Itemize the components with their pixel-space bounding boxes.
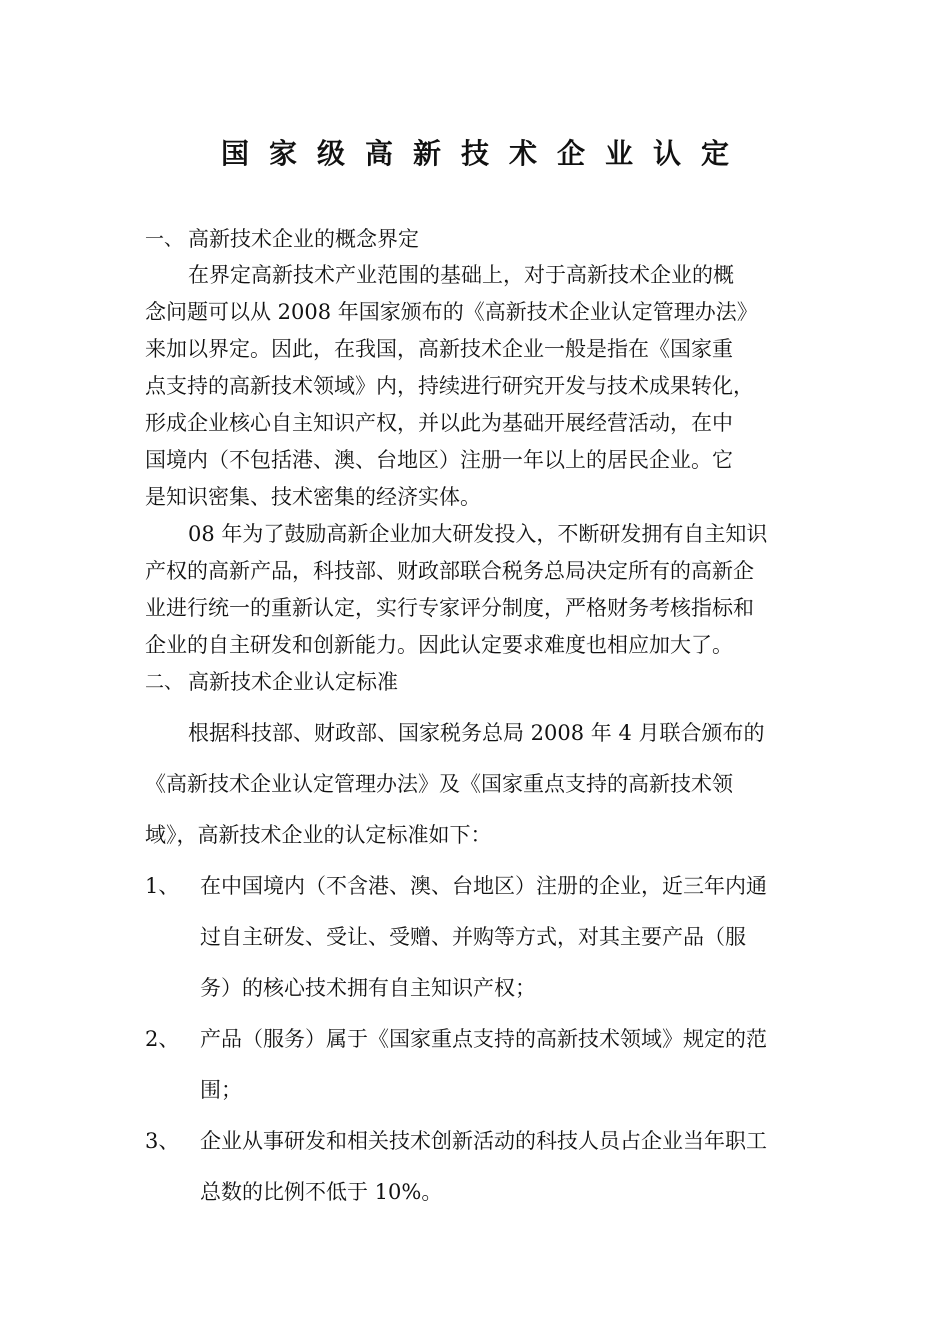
section-2-number: 二、 (145, 671, 184, 693)
section-1-para-2-line: 产权的高新产品，科技部、财政部联合税务总局决定所有的高新企 (145, 559, 754, 583)
section-1-para-1-line: 形成企业核心自主知识产权，并以此为基础开展经营活动，在中 (145, 411, 733, 435)
list-item-line: 产品（服务）属于《国家重点支持的高新技术领域》规定的范 (200, 1027, 767, 1051)
list-item-number: 3、 (145, 1129, 180, 1153)
list-item-line: 务）的核心技术拥有自主知识产权； (200, 976, 536, 1000)
section-2-intro-line: 域》，高新技术企业的认定标准如下： (145, 823, 492, 847)
list-item-number: 1、 (145, 874, 180, 898)
list-item-line: 过自主研发、受让、受赠、并购等方式，对其主要产品（服 (200, 925, 746, 949)
list-item-line: 总数的比例不低于 10%。 (200, 1180, 443, 1204)
section-1-para-2-line: 08 年为了鼓励高新企业加大研发投入，不断研发拥有自主知识 (188, 522, 768, 546)
section-1-para-1-line: 国境内（不包括港、澳、台地区）注册一年以上的居民企业。它 (145, 448, 733, 472)
section-1-para-2-line: 企业的自主研发和创新能力。因此认定要求难度也相应加大了。 (145, 633, 733, 657)
page-title: 国家级高新技术企业认定 (220, 137, 749, 170)
section-1-para-1-line: 念问题可以从 2008 年国家颁布的《高新技术企业认定管理办法》 (145, 300, 758, 324)
section-2-intro-line: 《高新技术企业认定管理办法》及《国家重点支持的高新技术领 (145, 772, 733, 796)
list-item-number: 2、 (145, 1027, 180, 1051)
section-1-heading: 高新技术企业的概念界定 (188, 227, 419, 251)
section-2-heading: 高新技术企业认定标准 (188, 670, 398, 694)
list-item-line: 企业从事研发和相关技术创新活动的科技人员占企业当年职工 (200, 1129, 767, 1153)
section-1-para-1-line: 来加以界定。因此，在我国，高新技术企业一般是指在《国家重 (145, 337, 733, 361)
section-2-intro-line: 根据科技部、财政部、国家税务总局 2008 年 4 月联合颁布的 (188, 721, 765, 745)
section-1-para-1-line: 是知识密集、技术密集的经济实体。 (145, 485, 481, 509)
section-1-number: 一、 (145, 228, 184, 250)
list-item-line: 围； (200, 1078, 242, 1102)
section-1-para-1-line: 在界定高新技术产业范围的基础上，对于高新技术企业的概 (188, 263, 734, 287)
list-item-line: 在中国境内（不含港、澳、台地区）注册的企业，近三年内通 (200, 874, 767, 898)
section-1-para-2-line: 业进行统一的重新认定，实行专家评分制度，严格财务考核指标和 (145, 596, 754, 620)
section-1-para-1-line: 点支持的高新技术领域》内，持续进行研究开发与技术成果转化， (145, 374, 754, 398)
